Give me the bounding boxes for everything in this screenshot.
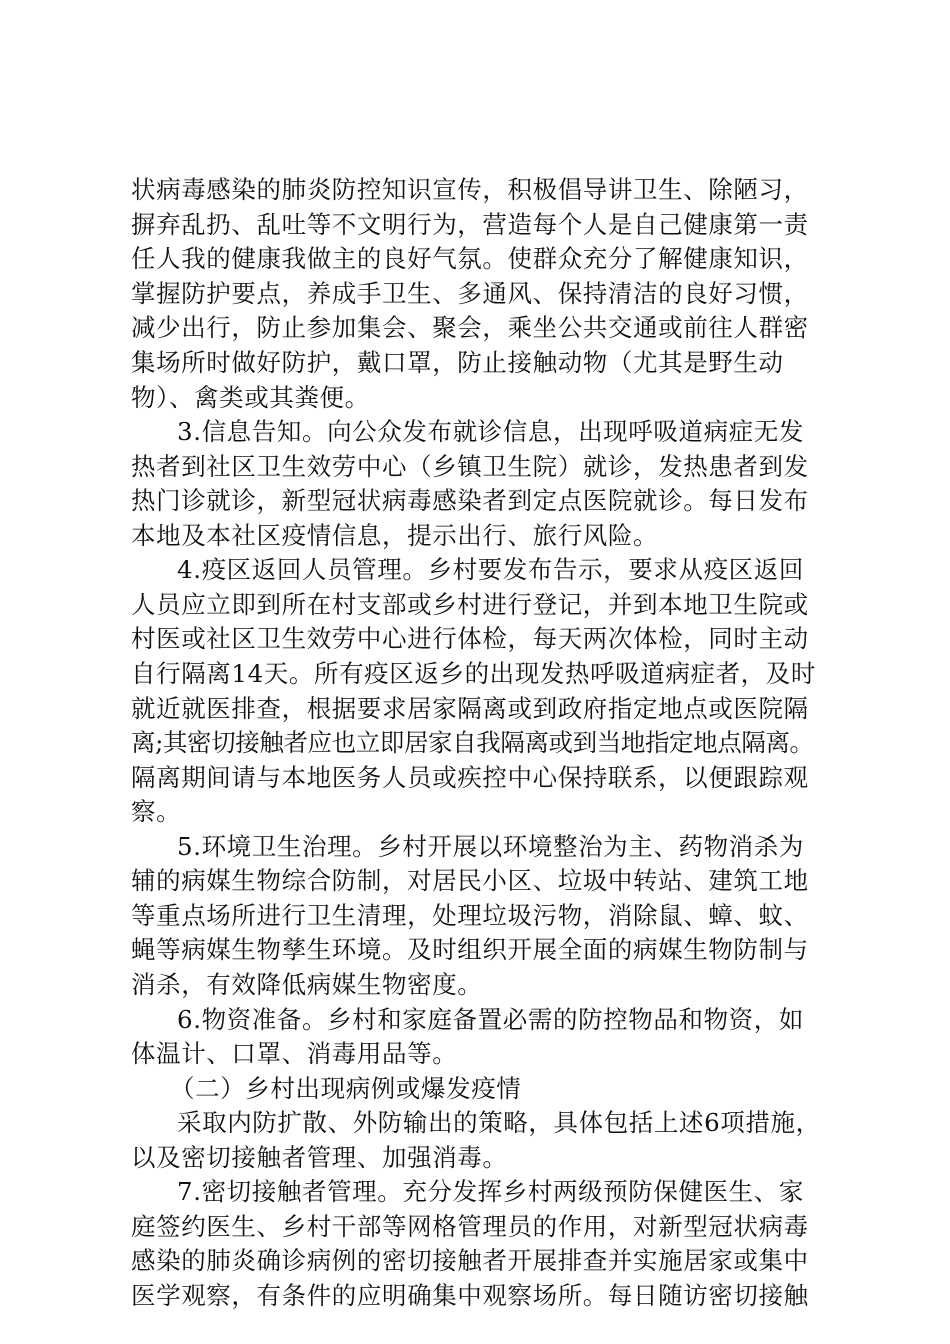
text-line: 本地及本社区疫情信息，提示出行、旅行风险。 [131,521,659,550]
text-line: 体温计、口罩、消毒用品等。 [131,1039,458,1068]
text-line: 蝇等病媒生物孳生环境。及时组织开展全面的病媒生物防制与 [131,935,809,964]
text-line: 感染的肺炎确诊病例的密切接触者开展排查并实施居家或集中 [131,1246,809,1275]
text-line: 采取内防扩散、外防输出的策略，具体包括上述6项措施， [177,1108,821,1137]
text-line: 以及密切接触者管理、加强消毒。 [131,1143,508,1172]
text-line: 减少出行，防止参加集会、聚会，乘坐公共交通或前往人群密 [131,313,809,342]
paragraph-heading-5: 5.环境卫生治理。乡村开展以环境整治为主、药物消杀为 [177,832,804,861]
text-line: 人员应立即到所在村支部或乡村进行登记，并到本地卫生院或 [131,590,809,619]
paragraph-heading-6: 6.物资准备。乡村和家庭备置必需的防控物品和物资，如 [177,1005,804,1034]
text-line: 就近就医排查，根据要求居家隔离或到政府指定地点或医院隔 [131,694,809,723]
text-line: 消杀，有效降低病媒生物密度。 [131,970,483,999]
text-line: 任人我的健康我做主的良好气氛。使群众充分了解健康知识， [131,244,809,273]
text-line: 离;其密切接触者应也立即居家自我隔离或到当地指定地点隔离。 [131,728,814,757]
text-line: 热者到社区卫生效劳中心（乡镇卫生院）就诊，发热患者到发 [131,452,809,481]
text-line: 状病毒感染的肺炎防控知识宣传，积极倡导讲卫生、除陋习， [131,175,809,204]
text-line: 隔离期间请与本地医务人员或疾控中心保持联系，以便跟踪观 [131,763,809,792]
text-line: 掌握防护要点，养成手卫生、多通风、保持清洁的良好习惯， [131,279,809,308]
text-line: 摒弃乱扔、乱吐等不文明行为，营造每个人是自己健康第一责 [131,210,809,239]
text-line: 自行隔离14天。所有疫区返乡的出现发热呼吸道病症者，及时 [131,659,816,688]
text-line: 村医或社区卫生效劳中心进行体检，每天两次体检，同时主动 [131,624,809,653]
paragraph-heading-4: 4.疫区返回人员管理。乡村要发布告示，要求从疫区返回 [177,555,804,584]
text-line: 庭签约医生、乡村干部等网格管理员的作用，对新型冠状病毒 [131,1212,809,1241]
text-line: 察。 [131,797,182,826]
paragraph-heading-3: 3.信息告知。向公众发布就诊信息，出现呼吸道病症无发 [177,417,804,446]
text-line: 等重点场所进行卫生清理，处理垃圾污物，消除鼠、蟑、蚊、 [131,901,809,930]
text-line: 辅的病媒生物综合防制，对居民小区、垃圾中转站、建筑工地 [131,866,809,895]
section-heading: （二）乡村出现病例或爆发疫情 [170,1074,522,1103]
text-line: 物）、禽类或其粪便。 [131,383,370,412]
text-line: 集场所时做好防护，戴口罩，防止接触动物（尤其是野生动 [131,348,784,377]
text-line: 医学观察，有条件的应明确集中观察场所。每日随访密切接触 [131,1281,809,1310]
text-line: 热门诊就诊，新型冠状病毒感染者到定点医院就诊。每日发布 [131,486,809,515]
paragraph-heading-7: 7.密切接触者管理。充分发挥乡村两级预防保健医生、家 [177,1177,804,1206]
